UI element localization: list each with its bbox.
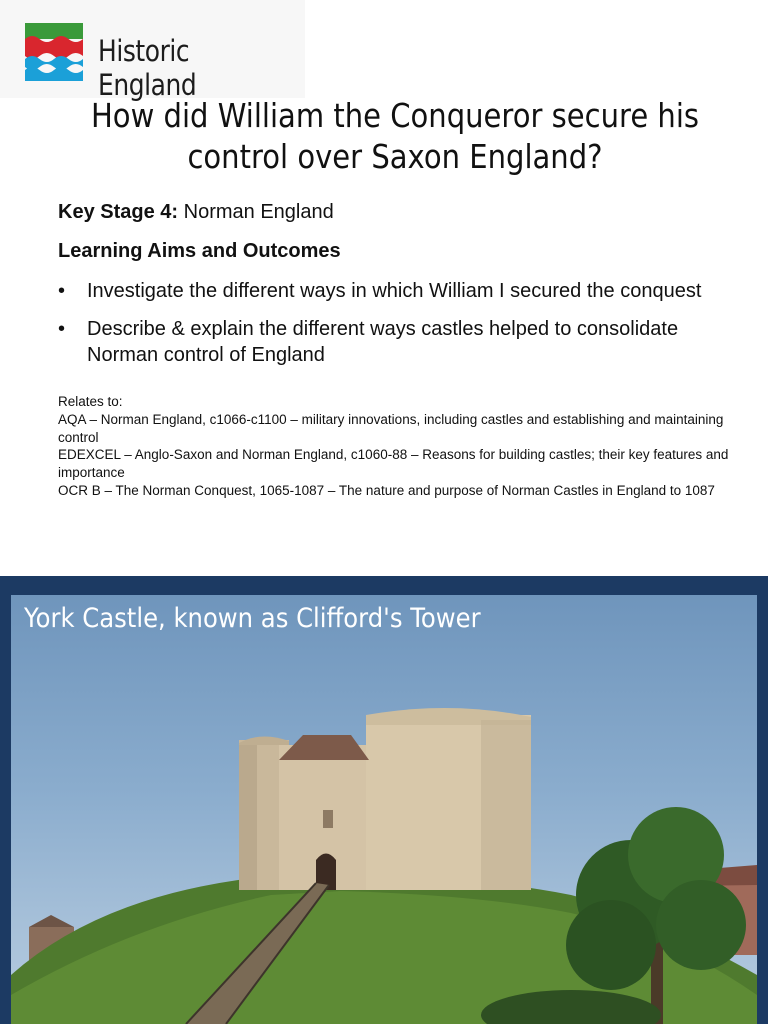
relates-line-edexcel: EDEXCEL – Anglo-Saxon and Norman England, c1060-88 – Reasons for building castles; their key features and importance [58,447,729,481]
relates-line-aqa: AQA – Norman England, c1066-c1100 – military innovations, including castles and establishing and maintaining control [58,411,724,445]
relates-to-block [58,393,748,500]
bullet-icon: • [58,280,66,302]
aims-heading: Learning Aims and Outcomes [58,240,341,262]
castle-photo [11,595,757,1024]
key-stage-label: Key Stage 4: [58,201,179,223]
slide-2 [0,576,768,1024]
bullet-icon: • [58,318,66,340]
list-item-text: Investigate the different ways in which William I secured the conquest [87,280,702,302]
relates-label: Relates to: [58,394,123,409]
key-stage-value: Norman England [183,201,334,223]
key-stage [58,201,334,224]
relates-line-ocr: OCR B – The Norman Conquest, 1065-1087 – The nature and purpose of Norman Castles in England to 1087 [58,482,715,498]
page-title: How did William the Conqueror secure his control over Saxon England? [90,96,700,176]
logo-text: Historic England [98,34,197,102]
list-item-text: Describe & explain the different ways castles helped to consolidate Norman control of England [87,318,679,366]
photo-caption: York Castle, known as Clifford's Tower [24,603,481,634]
cliffords-tower-illustration [11,595,757,1024]
historic-england-wave-icon [25,23,85,83]
historic-england-logo [0,0,305,102]
